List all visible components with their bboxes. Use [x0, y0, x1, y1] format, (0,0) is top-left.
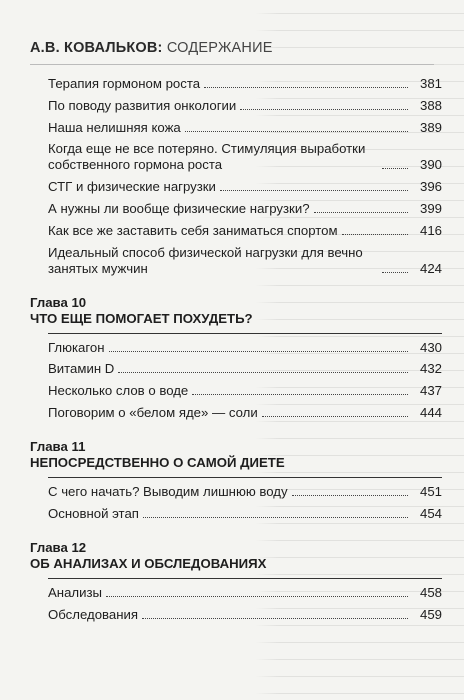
toc-entry[interactable]	[48, 383, 442, 399]
dot-leader	[262, 416, 408, 417]
toc-entry[interactable]	[48, 405, 442, 421]
dot-leader	[143, 517, 408, 518]
toc-entry-title: Поговорим о «белом яде» — соли	[48, 404, 258, 420]
dot-leader	[106, 596, 408, 597]
toc-entry[interactable]	[48, 179, 442, 195]
toc-entry[interactable]	[48, 361, 442, 377]
dot-leader	[292, 495, 408, 496]
running-head-section: СОДЕРЖАНИЕ	[166, 40, 273, 56]
toc-entry-page: 451	[419, 483, 442, 499]
toc-entry-page: 416	[419, 222, 442, 238]
chapter-rule	[48, 477, 442, 478]
toc-entry[interactable]	[48, 201, 442, 217]
toc-entry[interactable]	[48, 585, 442, 601]
chapter-block	[30, 439, 442, 522]
toc-entry-title: СТГ и физические нагрузки	[48, 179, 216, 195]
toc-entry-page: 430	[419, 339, 442, 355]
toc-entry[interactable]	[48, 76, 442, 92]
chapter-block	[30, 295, 442, 421]
dot-leader	[204, 87, 408, 88]
chapter-block	[30, 540, 442, 623]
dot-leader	[220, 190, 408, 191]
toc-entry-page: 396	[419, 179, 442, 195]
toc-entry[interactable]	[48, 98, 442, 114]
chapter-title[interactable]: ОБ АНАЛИЗАХ И ОБСЛЕДОВАНИЯХ	[30, 555, 267, 571]
toc-entry-page: 381	[419, 76, 442, 91]
running-head	[30, 40, 273, 56]
toc-entry[interactable]	[48, 141, 442, 173]
toc-entry-title: С чего начать? Выводим лишнюю воду	[48, 483, 288, 499]
toc-entry-page: 390	[419, 157, 442, 173]
toc-entry[interactable]	[48, 340, 442, 356]
dot-leader	[185, 131, 408, 132]
toc-entry[interactable]	[48, 607, 442, 623]
toc-entry-title: Витамин D	[48, 361, 115, 377]
toc-entry-title: Анализы	[48, 584, 102, 600]
toc-entry-page: 437	[419, 383, 442, 399]
toc-entry-page: 454	[419, 505, 442, 521]
toc-entry[interactable]	[48, 120, 442, 136]
toc-entry-page: 389	[419, 119, 442, 135]
toc-entry-title: Основной этап	[48, 505, 139, 521]
dot-leader	[109, 351, 408, 352]
chapter-rule	[48, 578, 442, 579]
toc-entry-title: Глюкагон	[48, 339, 105, 355]
running-head-rule	[30, 64, 434, 65]
dot-leader	[314, 212, 408, 213]
toc-entry-title: Несколько слов о воде	[48, 383, 189, 399]
toc-entry-title: Когда еще не все потеряно. Стимуляция выработки собственного гормона роста	[48, 141, 366, 173]
toc-entry-title: Идеальный способ физической нагрузки для вечно занятых мужчин	[48, 244, 363, 276]
dot-leader	[382, 168, 408, 169]
toc-entry-page: 399	[419, 200, 442, 216]
chapter-title[interactable]: НЕПОСРЕДСТВЕННО О САМОЙ ДИЕТЕ	[30, 454, 285, 470]
table-of-contents	[30, 76, 442, 628]
toc-entry-title: Наша нелишняя кожа	[48, 119, 181, 135]
dot-leader	[382, 272, 408, 273]
dot-leader	[118, 372, 408, 373]
toc-entry-page: 444	[419, 404, 442, 420]
chapter-title[interactable]: ЧТО ЕЩЕ ПОМОГАЕТ ПОХУДЕТЬ?	[30, 310, 253, 326]
toc-entry[interactable]	[48, 506, 442, 522]
toc-entry-page: 424	[419, 260, 442, 276]
toc-entry-page: 388	[419, 97, 442, 113]
dot-leader	[192, 394, 408, 395]
toc-entry-page: 432	[419, 361, 442, 377]
dot-leader	[342, 234, 408, 235]
toc-entry-title: Обследования	[48, 606, 139, 622]
chapter-label[interactable]: Глава 10	[30, 294, 87, 310]
toc-entry-title: Как все же заставить себя заниматься спортом	[48, 222, 338, 238]
toc-entry-page: 459	[419, 606, 442, 622]
chapter-label[interactable]: Глава 12	[30, 539, 87, 555]
toc-entry[interactable]	[48, 484, 442, 500]
toc-entry-title: По поводу развития онкологии	[48, 97, 237, 113]
dot-leader	[142, 618, 408, 619]
toc-entry-title: А нужны ли вообще физические нагрузки?	[48, 200, 310, 216]
toc-entry-title: Терапия гормоном роста	[48, 76, 201, 91]
running-head-author: А.В. КОВАЛЬКОВ:	[30, 40, 163, 56]
chapter-label[interactable]: Глава 11	[30, 438, 86, 454]
toc-entry[interactable]	[48, 245, 442, 277]
toc-entry-page: 458	[419, 584, 442, 600]
toc-entry[interactable]	[48, 223, 442, 239]
dot-leader	[240, 109, 408, 110]
chapter-rule	[48, 333, 442, 334]
